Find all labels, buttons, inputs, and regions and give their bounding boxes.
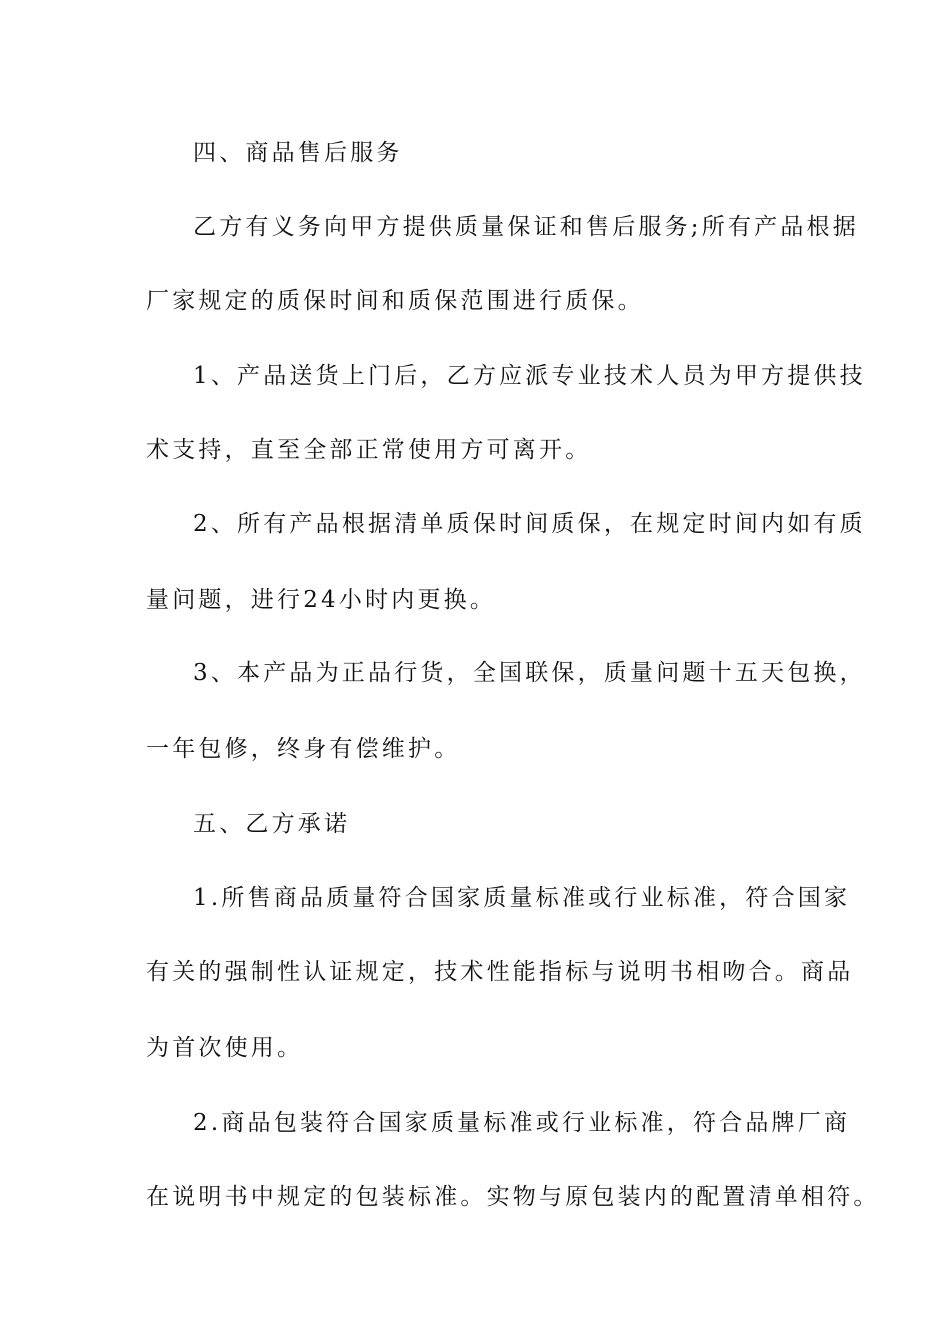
paragraph-line: 乙方有义务向甲方提供质量保证和售后服务;所有产品根据 [193, 214, 859, 240]
paragraph-line: 3、本产品为正品行货，全国联保，质量问题十五天包换， [193, 660, 866, 686]
section-heading-commitment: 五、乙方承诺 [193, 811, 351, 837]
paragraph-line: 1.所售商品质量符合国家质量标准或行业标准，符合国家 [193, 885, 851, 911]
paragraph-line: 术支持，直至全部正常使用方可离开。 [146, 437, 592, 463]
paragraph-line: 量问题，进行24小时内更换。 [146, 587, 497, 613]
paragraph-line: 在说明书中规定的包装标准。实物与原包装内的配置清单相符。 [146, 1184, 880, 1210]
paragraph-line: 一年包修，终身有偿维护。 [146, 736, 461, 762]
paragraph-line: 1、产品送货上门后，乙方应派专业技术人员为甲方提供技 [193, 363, 866, 389]
paragraph-line: 2.商品包装符合国家质量标准或行业标准，符合品牌厂商 [193, 1110, 851, 1136]
paragraph-line: 为首次使用。 [146, 1035, 304, 1061]
paragraph-line: 厂家规定的质保时间和质保范围进行质保。 [146, 288, 644, 314]
section-heading-after-sales: 四、商品售后服务 [193, 140, 403, 166]
paragraph-line: 2、所有产品根据清单质保时间质保，在规定时间内如有质 [193, 511, 866, 537]
paragraph-line: 有关的强制性认证规定，技术性能指标与说明书相吻合。商品 [146, 959, 854, 985]
